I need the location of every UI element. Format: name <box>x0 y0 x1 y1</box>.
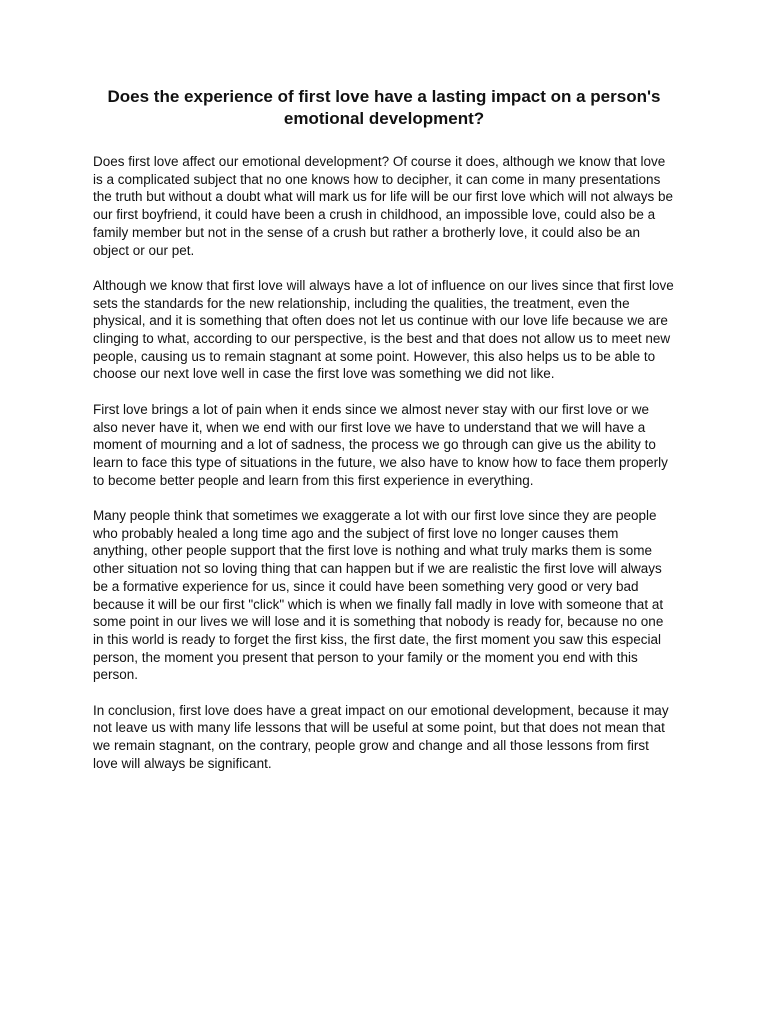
paragraph-5: In conclusion, first love does have a great impact on our emotional development, because it may not leave us with many life lessons that will be useful at some point, but that does not mean that we remain stagnant, on the contrary, people grow and change and all those lessons from first love will always be significant. <box>93 702 669 771</box>
paragraph-3: First love brings a lot of pain when it ends since we almost never stay with our first love or we also never have it, when we end with our first love we have to understand that we will have a moment of mourning and a lot of sadness, the process we go through can give us the ability to learn to face this type of situations in the future, we also have to know how to face them properly to become better people and learn from this first experience in everything. <box>93 401 668 488</box>
paragraph-4: Many people think that sometimes we exaggerate a lot with our first love since they are people who probably healed a long time ago and the subject of first love no longer causes them anything, other people support that the first love is nothing and what truly marks them is some other situation not so loving thing that can happen but if we are realistic the first love will always be a formative experience for us, since it could have been something very good or very bad because it will be our first "click" which is when we finally fall madly in love with someone that at some point in our lives we will lose and it is something that nobody is ready for, because no one in this world is ready to forget the first kiss, the first date, the first moment you saw this especial person, the moment you present that person to your family or the moment you end with this person. <box>93 508 664 683</box>
paragraph-2: Although we know that first love will always have a lot of influence on our lives since that first love sets the standards for the new relationship, including the qualities, the treatment, even the physical, and it is something that often does not let us continue with our love life because we are clinging to what, according to our perspective, is the best and that does not allow us to meet new people, causing us to remain stagnant at some point. However, this also helps us to be able to choose our next love well in case the first love was something we did not like. <box>93 277 674 382</box>
document-title: Does the experience of first love have a lasting impact on a person's emotional development? <box>107 87 661 128</box>
paragraph-1: Does first love affect our emotional development? Of course it does, although we know that love is a complicated subject that no one knows how to decipher, it can come in many presentations the truth but without a doubt what will mark us for life will be our first love which will not always be our first boyfriend, it could have been a crush in childhood, an impossible love, could also be a family member but not in the sense of a crush but rather a brotherly love, it could also be an object or our pet. <box>93 154 674 258</box>
document-body <box>93 153 675 790</box>
